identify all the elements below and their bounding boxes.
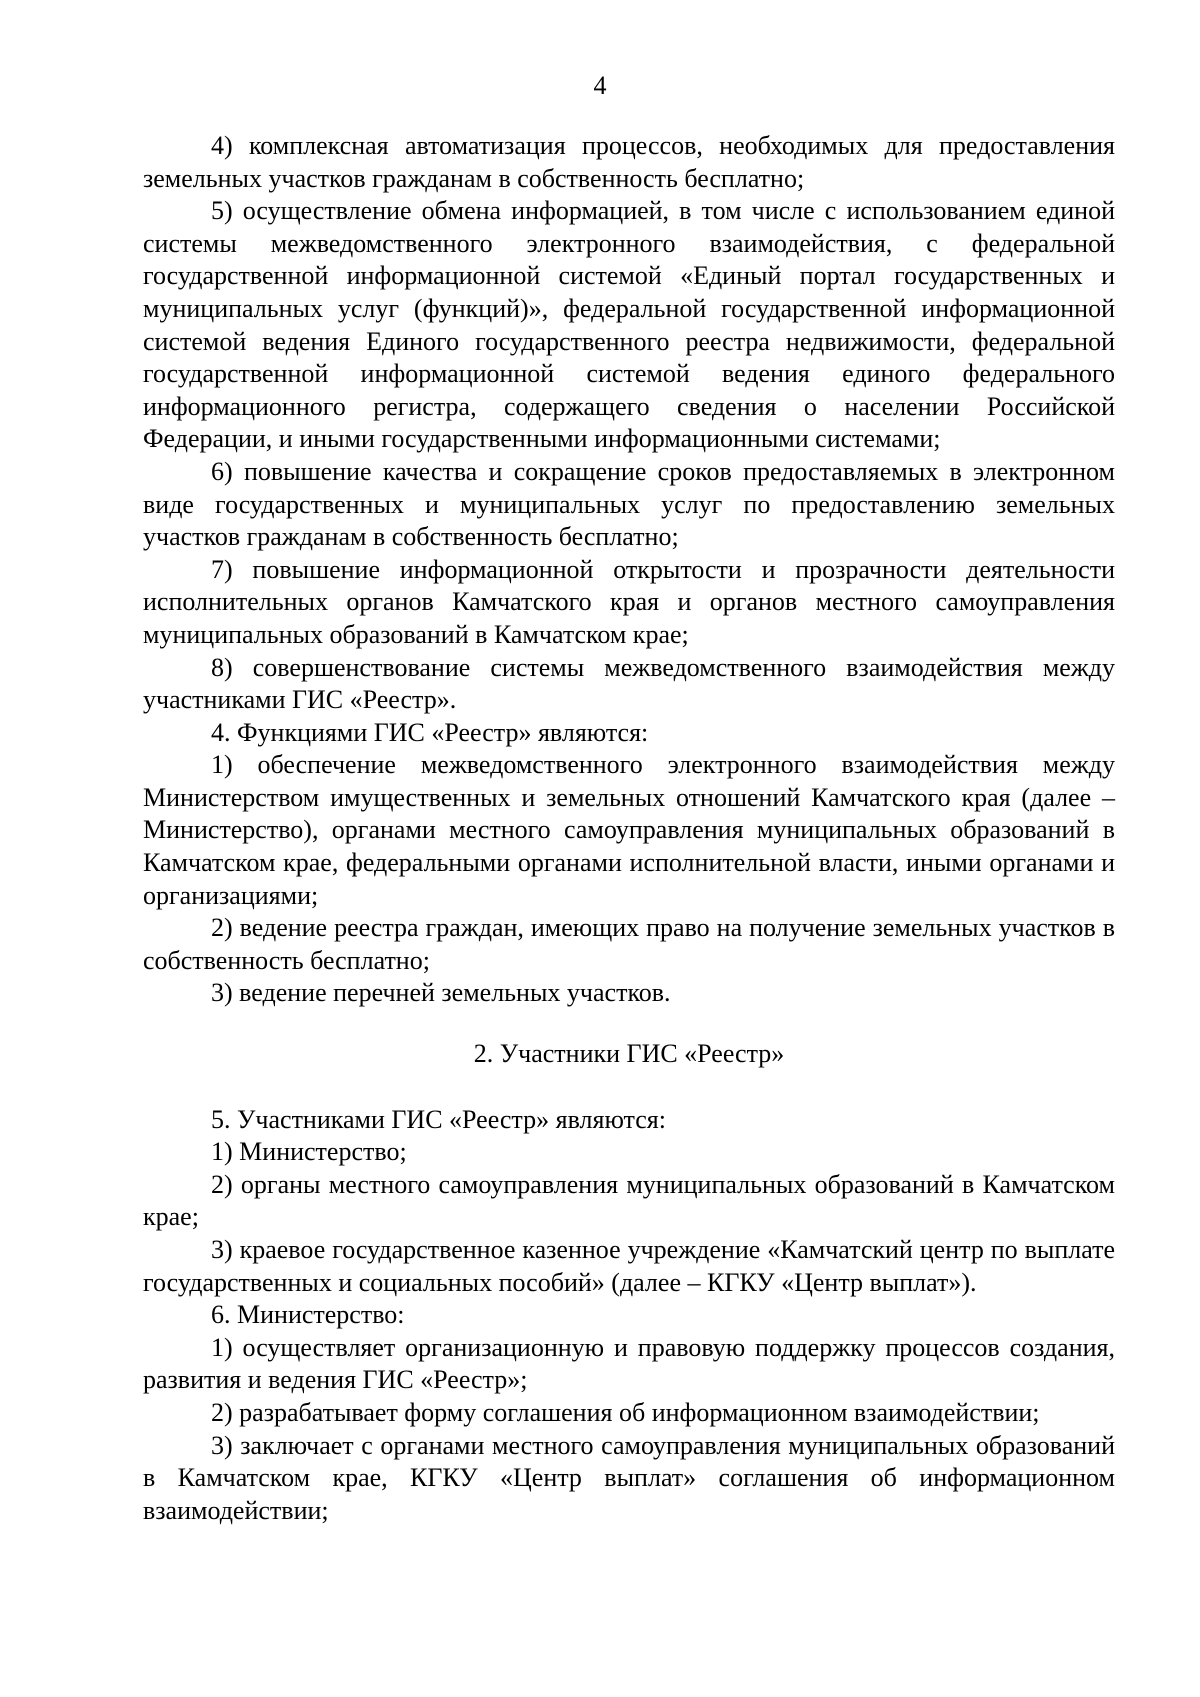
paragraph: 2) ведение реестра граждан, имеющих право на получение земельных участков в собственность бесплатно; (143, 913, 1115, 975)
paragraph: 4. Функциями ГИС «Реестр» являются: (211, 717, 649, 747)
paragraph: 6. Министерство: (211, 1300, 405, 1330)
paragraph: 1) осуществляет организационную и правовую поддержку процессов создания, развития и ведения ГИС «Реестр»; (143, 1332, 1115, 1395)
page-number: 4 (593, 71, 607, 100)
paragraph: 4) комплексная автоматизация процессов, необходимых для предоставления земельных участков гражданам в собственность бесплатно; (143, 131, 1115, 193)
paragraph: 1) Министерство; (211, 1137, 407, 1167)
paragraph: 3) ведение перечней земельных участков. (211, 978, 671, 1008)
paragraph: 6) повышение качества и сокращение сроков предоставляемых в электронном виде государственных и муниципальных услуг по предоставлению земельных участков гражданам в собственность бесплатно; (143, 456, 1115, 552)
paragraph: 5) осуществление обмена информацией, в том числе с использованием единой системы межведомственного электронного взаимодействия, с федеральной государственной информационной системой «Единый портал государственных и муниципальных услуг (функций)», федеральной государственной информационной системой ведения Единого государственного реестра недвижимости, федеральной государственной информационной системой ведения единого федерального информационного регистра, содержащего сведения о населении Российской Федерации, и иными государственными информационными системами; (143, 196, 1115, 454)
paragraph: 2) разрабатывает форму соглашения об информационном взаимодействии; (211, 1397, 1040, 1427)
paragraph: 3) краевое государственное казенное учреждение «Камчатский центр по выплате государственных и социальных пособий» (далее – КГКУ «Центр выплат»). (143, 1235, 1115, 1297)
section-heading: 2. Участники ГИС «Реестр» (473, 1039, 785, 1069)
paragraph: 1) обеспечение межведомственного электронного взаимодействия между Министерством имущественных и земельных отношений Камчатского края (далее – Министерство), органами местного самоуправления муниципальных образований в Камчатском крае, федеральными органами исполнительной власти, иными органами и организациями; (143, 750, 1115, 910)
paragraph: 7) повышение информационной открытости и прозрачности деятельности исполнительных органов Камчатского края и органов местного самоуправления муниципальных образований в Камчатском крае; (143, 554, 1115, 649)
paragraph: 3) заключает с органами местного самоуправления муниципальных образований в Камчатском крае, КГКУ «Центр выплат» соглашения об информационном взаимодействии; (143, 1430, 1115, 1525)
document-body (143, 130, 1115, 1527)
paragraph: 8) совершенствование системы межведомственного взаимодействия между участниками ГИС «Реестр». (143, 652, 1115, 715)
paragraph: 2) органы местного самоуправления муниципальных образований в Камчатском крае; (143, 1169, 1115, 1232)
paragraph: 5. Участниками ГИС «Реестр» являются: (211, 1104, 666, 1134)
